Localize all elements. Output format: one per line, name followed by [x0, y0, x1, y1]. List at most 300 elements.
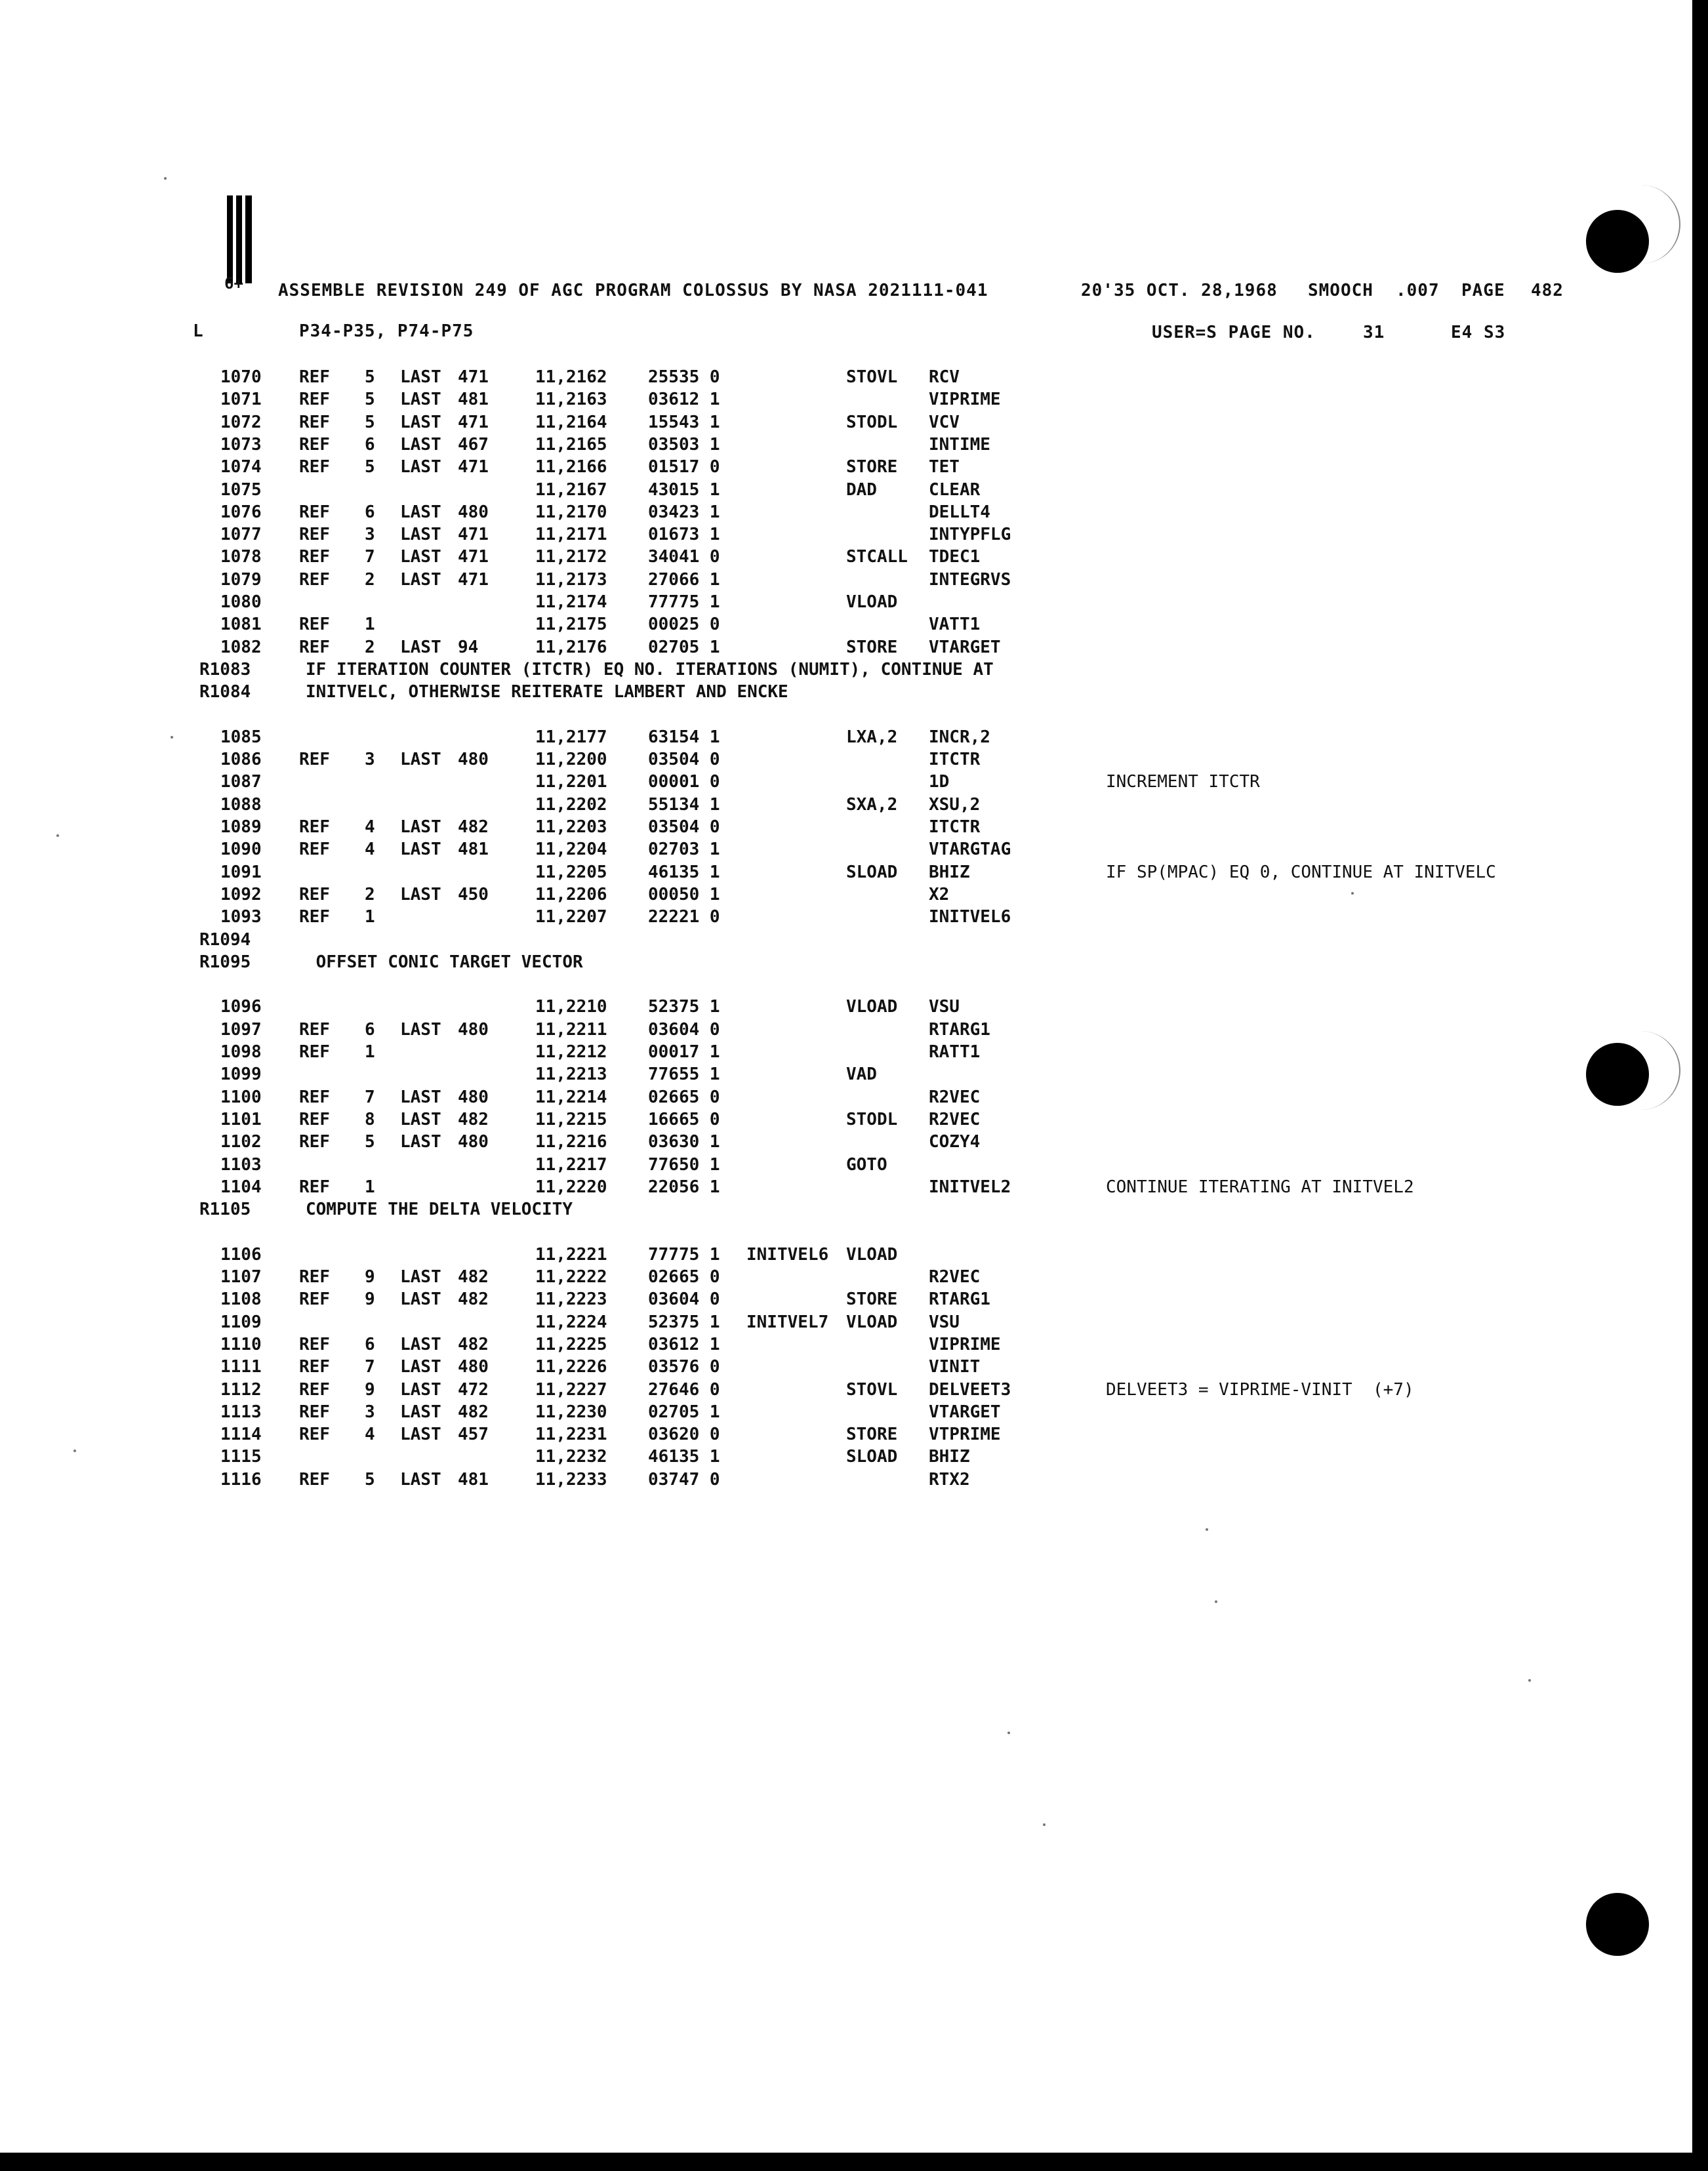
- scan-border-bottom: [0, 2153, 1708, 2171]
- last-marker: LAST: [400, 1379, 441, 1400]
- line-number: 1081: [220, 615, 262, 635]
- ref-count: 3: [365, 1402, 375, 1422]
- octal-code: 00050 1: [648, 884, 720, 904]
- ref-marker: REF: [299, 1469, 330, 1490]
- operand: VTARGET: [929, 1402, 1001, 1422]
- last-marker: LAST: [400, 817, 441, 837]
- listing-row: [0, 480, 1708, 502]
- last-page: 480: [458, 750, 489, 770]
- octal-code: 03504 0: [648, 817, 720, 837]
- ref-marker: REF: [299, 1267, 330, 1287]
- ref-count: 5: [365, 1469, 375, 1490]
- address: 11,2206: [535, 884, 607, 904]
- address: 11,2230: [535, 1402, 607, 1422]
- ref-marker: REF: [299, 1109, 330, 1129]
- line-number: 1102: [220, 1132, 262, 1152]
- ref-marker: REF: [299, 1087, 330, 1107]
- line-number: 1111: [220, 1357, 262, 1377]
- listing-row: [0, 615, 1708, 637]
- last-page: 471: [458, 547, 489, 567]
- address: 11,2233: [535, 1469, 607, 1490]
- blank-line: [0, 705, 1708, 727]
- line-number: 1070: [220, 367, 262, 387]
- line-number: 1093: [220, 907, 262, 927]
- line-number: 1091: [220, 862, 262, 882]
- ref-count: 7: [365, 1087, 375, 1107]
- listing-row: [0, 840, 1708, 862]
- ref-marker: REF: [299, 1357, 330, 1377]
- ref-count: 1: [365, 1042, 375, 1062]
- opcode: SLOAD: [846, 862, 898, 882]
- ref-marker: REF: [299, 817, 330, 837]
- ref-count: 7: [365, 1357, 375, 1377]
- line-number: 1078: [220, 547, 262, 567]
- ref-count: 9: [365, 1289, 375, 1310]
- octal-code: 77775 1: [648, 592, 720, 612]
- operand: R2VEC: [929, 1109, 981, 1129]
- line-number: 1080: [220, 592, 262, 612]
- last-marker: LAST: [400, 1132, 441, 1152]
- address: 11,2177: [535, 727, 607, 747]
- ref-count: 4: [365, 840, 375, 860]
- header-title: ASSEMBLE REVISION 249 OF AGC PROGRAM COLOSSUS BY NASA 2021111-041: [278, 281, 988, 300]
- last-page: 480: [458, 1087, 489, 1107]
- address: 11,2172: [535, 547, 607, 567]
- ref-marker: REF: [299, 884, 330, 904]
- operand: INTYPFLG: [929, 525, 1011, 545]
- ref-marker: REF: [299, 907, 330, 927]
- subheader-extra: E4 S3: [1451, 323, 1506, 342]
- blank-line: [0, 975, 1708, 997]
- last-page: 482: [458, 1334, 489, 1354]
- opcode: STOVL: [846, 367, 898, 387]
- last-marker: LAST: [400, 367, 441, 387]
- line-number: 1099: [220, 1065, 262, 1085]
- operand: VTARGTAG: [929, 840, 1011, 860]
- header-time-date: 20'35 OCT. 28,1968: [1081, 281, 1278, 300]
- last-marker: LAST: [400, 390, 441, 410]
- operand: RCV: [929, 367, 960, 387]
- listing-row: [0, 817, 1708, 840]
- last-page: 467: [458, 434, 489, 455]
- address: 11,2222: [535, 1267, 607, 1287]
- octal-code: 77650 1: [648, 1154, 720, 1175]
- opcode: VLOAD: [846, 592, 898, 612]
- line-number: 1116: [220, 1469, 262, 1490]
- operand: INTIME: [929, 434, 990, 455]
- ref-marker: REF: [299, 569, 330, 590]
- listing-row: [0, 885, 1708, 907]
- ref-marker: REF: [299, 1289, 330, 1310]
- operand: VSU: [929, 997, 960, 1017]
- octal-code: 63154 1: [648, 727, 720, 747]
- ref-marker: REF: [299, 615, 330, 635]
- listing-row: [0, 413, 1708, 435]
- last-page: 482: [458, 1402, 489, 1422]
- address: 11,2225: [535, 1334, 607, 1354]
- octal-code: 52375 1: [648, 997, 720, 1017]
- opcode: STORE: [846, 1425, 898, 1445]
- operand: ITCTR: [929, 750, 981, 770]
- octal-code: 77655 1: [648, 1065, 720, 1085]
- listing-row: [0, 1177, 1708, 1200]
- listing-row: [0, 367, 1708, 390]
- ref-count: 2: [365, 637, 375, 657]
- operand: INITVEL2: [929, 1177, 1011, 1197]
- operand: R2VEC: [929, 1087, 981, 1107]
- octal-code: 01517 0: [648, 457, 720, 477]
- address: 11,2205: [535, 862, 607, 882]
- operand: VTARGET: [929, 637, 1001, 657]
- octal-code: 16665 0: [648, 1109, 720, 1129]
- last-page: 482: [458, 1289, 489, 1310]
- remark-line-number: R1105: [199, 1200, 251, 1220]
- line-number: 1096: [220, 997, 262, 1017]
- line-number: 1076: [220, 502, 262, 522]
- last-marker: LAST: [400, 1402, 441, 1422]
- opcode: STORE: [846, 457, 898, 477]
- operand: TDEC1: [929, 547, 981, 567]
- header-glyph: 6+: [224, 274, 243, 293]
- remark-text: IF ITERATION COUNTER (ITCTR) EQ NO. ITERATIONS (NUMIT), CONTINUE AT: [306, 659, 994, 680]
- address: 11,2162: [535, 367, 607, 387]
- listing-row: [0, 1110, 1708, 1132]
- ref-count: 1: [365, 907, 375, 927]
- listing-row: [0, 997, 1708, 1019]
- comment: DELVEET3 = VIPRIME-VINIT (+7): [1106, 1379, 1414, 1400]
- line-number: 1077: [220, 525, 262, 545]
- subheader-flag: L: [193, 321, 204, 341]
- opcode: STORE: [846, 1289, 898, 1310]
- octal-code: 22221 0: [648, 907, 720, 927]
- ref-count: 3: [365, 750, 375, 770]
- operand: VSU: [929, 1312, 960, 1332]
- octal-code: 55134 1: [648, 794, 720, 815]
- last-marker: LAST: [400, 525, 441, 545]
- address: 11,2207: [535, 907, 607, 927]
- line-number: 1097: [220, 1019, 262, 1040]
- line-number: 1114: [220, 1425, 262, 1445]
- ref-marker: REF: [299, 412, 330, 432]
- octal-code: 52375 1: [648, 1312, 720, 1332]
- remark-line-number: R1084: [199, 682, 251, 702]
- operand: BHIZ: [929, 1447, 970, 1467]
- octal-code: 01673 1: [648, 525, 720, 545]
- ref-marker: REF: [299, 390, 330, 410]
- remark-line: [0, 930, 1708, 952]
- line-number: 1104: [220, 1177, 262, 1197]
- ref-count: 5: [365, 390, 375, 410]
- line-number: 1079: [220, 569, 262, 590]
- remark-line: [0, 660, 1708, 682]
- last-marker: LAST: [400, 502, 441, 522]
- address: 11,2164: [535, 412, 607, 432]
- line-number: 1092: [220, 884, 262, 904]
- last-marker: LAST: [400, 1469, 441, 1490]
- listing-row: [0, 772, 1708, 794]
- listing-row: [0, 1402, 1708, 1425]
- ref-count: 6: [365, 1019, 375, 1040]
- last-marker: LAST: [400, 637, 441, 657]
- octal-code: 00001 0: [648, 772, 720, 792]
- address: 11,2173: [535, 569, 607, 590]
- line-number: 1100: [220, 1087, 262, 1107]
- operand: R2VEC: [929, 1267, 981, 1287]
- operand: RTARG1: [929, 1019, 990, 1040]
- operand: XSU,2: [929, 794, 981, 815]
- operand: DELLT4: [929, 502, 990, 522]
- listing-row: [0, 1020, 1708, 1042]
- octal-code: 03604 0: [648, 1019, 720, 1040]
- octal-code: 03630 1: [648, 1132, 720, 1152]
- header-user: SMOOCH: [1308, 281, 1373, 300]
- octal-code: 15543 1: [648, 412, 720, 432]
- ref-count: 5: [365, 367, 375, 387]
- operand: INITVEL6: [929, 907, 1011, 927]
- listing-row: [0, 1357, 1708, 1379]
- address: 11,2224: [535, 1312, 607, 1332]
- opcode: VLOAD: [846, 997, 898, 1017]
- line-number: 1071: [220, 390, 262, 410]
- ref-count: 4: [365, 817, 375, 837]
- comment: INCREMENT ITCTR: [1106, 772, 1260, 792]
- last-page: 481: [458, 840, 489, 860]
- octal-code: 03604 0: [648, 1289, 720, 1310]
- octal-code: 02705 1: [648, 637, 720, 657]
- operand: COZY4: [929, 1132, 981, 1152]
- octal-code: 02703 1: [648, 840, 720, 860]
- opcode: SXA,2: [846, 794, 898, 815]
- last-marker: LAST: [400, 1087, 441, 1107]
- last-marker: LAST: [400, 1357, 441, 1377]
- octal-code: 00017 1: [648, 1042, 720, 1062]
- last-marker: LAST: [400, 750, 441, 770]
- label: INITVEL7: [746, 1312, 829, 1332]
- ref-marker: REF: [299, 1425, 330, 1445]
- address: 11,2167: [535, 479, 607, 500]
- last-page: 471: [458, 569, 489, 590]
- address: 11,2202: [535, 794, 607, 815]
- line-number: 1074: [220, 457, 262, 477]
- ref-count: 9: [365, 1379, 375, 1400]
- last-page: 450: [458, 884, 489, 904]
- last-page: 481: [458, 390, 489, 410]
- ref-count: 6: [365, 1334, 375, 1354]
- remark-line-number: R1095: [199, 952, 251, 972]
- punch-hole-bottom: [1586, 1893, 1649, 1956]
- opcode: DAD: [846, 479, 877, 500]
- operand: VIPRIME: [929, 390, 1001, 410]
- line-number: 1072: [220, 412, 262, 432]
- octal-code: 25535 0: [648, 367, 720, 387]
- opcode: VLOAD: [846, 1312, 898, 1332]
- last-marker: LAST: [400, 1289, 441, 1310]
- ref-marker: REF: [299, 637, 330, 657]
- opcode: STODL: [846, 1109, 898, 1129]
- ref-marker: REF: [299, 367, 330, 387]
- address: 11,2175: [535, 615, 607, 635]
- remark-line-number: R1094: [199, 929, 251, 950]
- opcode: STORE: [846, 637, 898, 657]
- listing-row: [0, 907, 1708, 929]
- address: 11,2165: [535, 434, 607, 455]
- line-number: 1110: [220, 1334, 262, 1354]
- octal-code: 43015 1: [648, 479, 720, 500]
- address: 11,2201: [535, 772, 607, 792]
- address: 11,2204: [535, 840, 607, 860]
- line-number: 1106: [220, 1244, 262, 1265]
- address: 11,2166: [535, 457, 607, 477]
- operand: INCR,2: [929, 727, 990, 747]
- ref-marker: REF: [299, 434, 330, 455]
- last-marker: LAST: [400, 1267, 441, 1287]
- operand: VINIT: [929, 1357, 981, 1377]
- line-number: 1086: [220, 750, 262, 770]
- ref-marker: REF: [299, 1177, 330, 1197]
- listing-row: [0, 435, 1708, 457]
- operand: CLEAR: [929, 479, 981, 500]
- ref-marker: REF: [299, 1334, 330, 1354]
- octal-code: 03747 0: [648, 1469, 720, 1490]
- address: 11,2227: [535, 1379, 607, 1400]
- ref-marker: REF: [299, 502, 330, 522]
- line-number: 1107: [220, 1267, 262, 1287]
- ref-marker: REF: [299, 525, 330, 545]
- ref-count: 2: [365, 884, 375, 904]
- listing-row: [0, 547, 1708, 569]
- address: 11,2176: [535, 637, 607, 657]
- address: 11,2215: [535, 1109, 607, 1129]
- last-page: 471: [458, 525, 489, 545]
- ref-count: 9: [365, 1267, 375, 1287]
- listing-row: [0, 1065, 1708, 1087]
- listing-row: [0, 570, 1708, 592]
- line-number: 1109: [220, 1312, 262, 1332]
- last-marker: LAST: [400, 434, 441, 455]
- listing-row: [0, 592, 1708, 615]
- line-number: 1101: [220, 1109, 262, 1129]
- comment: CONTINUE ITERATING AT INITVEL2: [1106, 1177, 1414, 1197]
- octal-code: 03612 1: [648, 390, 720, 410]
- operand: RTX2: [929, 1469, 970, 1490]
- header-page-number: 482: [1531, 281, 1564, 300]
- octal-code: 27646 0: [648, 1379, 720, 1400]
- line-number: 1085: [220, 727, 262, 747]
- address: 11,2217: [535, 1154, 607, 1175]
- ref-count: 6: [365, 502, 375, 522]
- last-marker: LAST: [400, 569, 441, 590]
- address: 11,2226: [535, 1357, 607, 1377]
- line-number: 1108: [220, 1289, 262, 1310]
- last-marker: LAST: [400, 1425, 441, 1445]
- remark-text: OFFSET CONIC TARGET VECTOR: [306, 952, 583, 972]
- listing-row: [0, 457, 1708, 479]
- last-page: 482: [458, 1109, 489, 1129]
- octal-code: 02705 1: [648, 1402, 720, 1422]
- ref-marker: REF: [299, 457, 330, 477]
- opcode: VLOAD: [846, 1244, 898, 1265]
- octal-code: 34041 0: [648, 547, 720, 567]
- address: 11,2221: [535, 1244, 607, 1265]
- operand: 1D: [929, 772, 950, 792]
- listing-row: [0, 1470, 1708, 1492]
- last-page: 480: [458, 1357, 489, 1377]
- octal-code: 22056 1: [648, 1177, 720, 1197]
- address: 11,2223: [535, 1289, 607, 1310]
- last-page: 472: [458, 1379, 489, 1400]
- address: 11,2231: [535, 1425, 607, 1445]
- last-page: 480: [458, 1019, 489, 1040]
- operand: X2: [929, 884, 950, 904]
- ref-marker: REF: [299, 1402, 330, 1422]
- octal-code: 77775 1: [648, 1244, 720, 1265]
- last-marker: LAST: [400, 884, 441, 904]
- subheader-programs: P34-P35, P74-P75: [299, 321, 474, 341]
- operand: VCV: [929, 412, 960, 432]
- ref-count: 1: [365, 1177, 375, 1197]
- ref-count: 1: [365, 615, 375, 635]
- opcode: STODL: [846, 412, 898, 432]
- ref-count: 7: [365, 547, 375, 567]
- line-number: 1113: [220, 1402, 262, 1422]
- listing-row: [0, 1380, 1708, 1402]
- last-marker: LAST: [400, 412, 441, 432]
- address: 11,2163: [535, 390, 607, 410]
- address: 11,2220: [535, 1177, 607, 1197]
- ref-marker: REF: [299, 750, 330, 770]
- line-number: 1112: [220, 1379, 262, 1400]
- address: 11,2213: [535, 1065, 607, 1085]
- remark-line: [0, 952, 1708, 975]
- listing-row: [0, 727, 1708, 750]
- listing-row: [0, 1267, 1708, 1289]
- listing-row: [0, 862, 1708, 885]
- ref-count: 6: [365, 434, 375, 455]
- octal-code: 03423 1: [648, 502, 720, 522]
- ref-marker: REF: [299, 547, 330, 567]
- ref-marker: REF: [299, 840, 330, 860]
- octal-code: 00025 0: [648, 615, 720, 635]
- last-marker: LAST: [400, 840, 441, 860]
- last-marker: LAST: [400, 547, 441, 567]
- listing-row: [0, 1312, 1708, 1335]
- line-number: 1115: [220, 1447, 262, 1467]
- line-number: 1088: [220, 794, 262, 815]
- remark-line-number: R1083: [199, 659, 251, 680]
- listing-row: [0, 1425, 1708, 1447]
- address: 11,2211: [535, 1019, 607, 1040]
- last-page: 480: [458, 1132, 489, 1152]
- last-page: 94: [458, 637, 479, 657]
- line-number: 1082: [220, 637, 262, 657]
- octal-code: 27066 1: [648, 569, 720, 590]
- listing-row: [0, 390, 1708, 412]
- address: 11,2216: [535, 1132, 607, 1152]
- ref-marker: REF: [299, 1042, 330, 1062]
- operand: DELVEET3: [929, 1379, 1011, 1400]
- remark-text: COMPUTE THE DELTA VELOCITY: [306, 1200, 573, 1220]
- last-page: 457: [458, 1425, 489, 1445]
- header-version: .007: [1396, 281, 1440, 300]
- line-number: 1089: [220, 817, 262, 837]
- listing-row: [0, 1132, 1708, 1154]
- last-page: 481: [458, 1469, 489, 1490]
- listing-row: [0, 750, 1708, 772]
- line-number: 1075: [220, 479, 262, 500]
- label: INITVEL6: [746, 1244, 829, 1265]
- line-number: 1090: [220, 840, 262, 860]
- ref-marker: REF: [299, 1132, 330, 1152]
